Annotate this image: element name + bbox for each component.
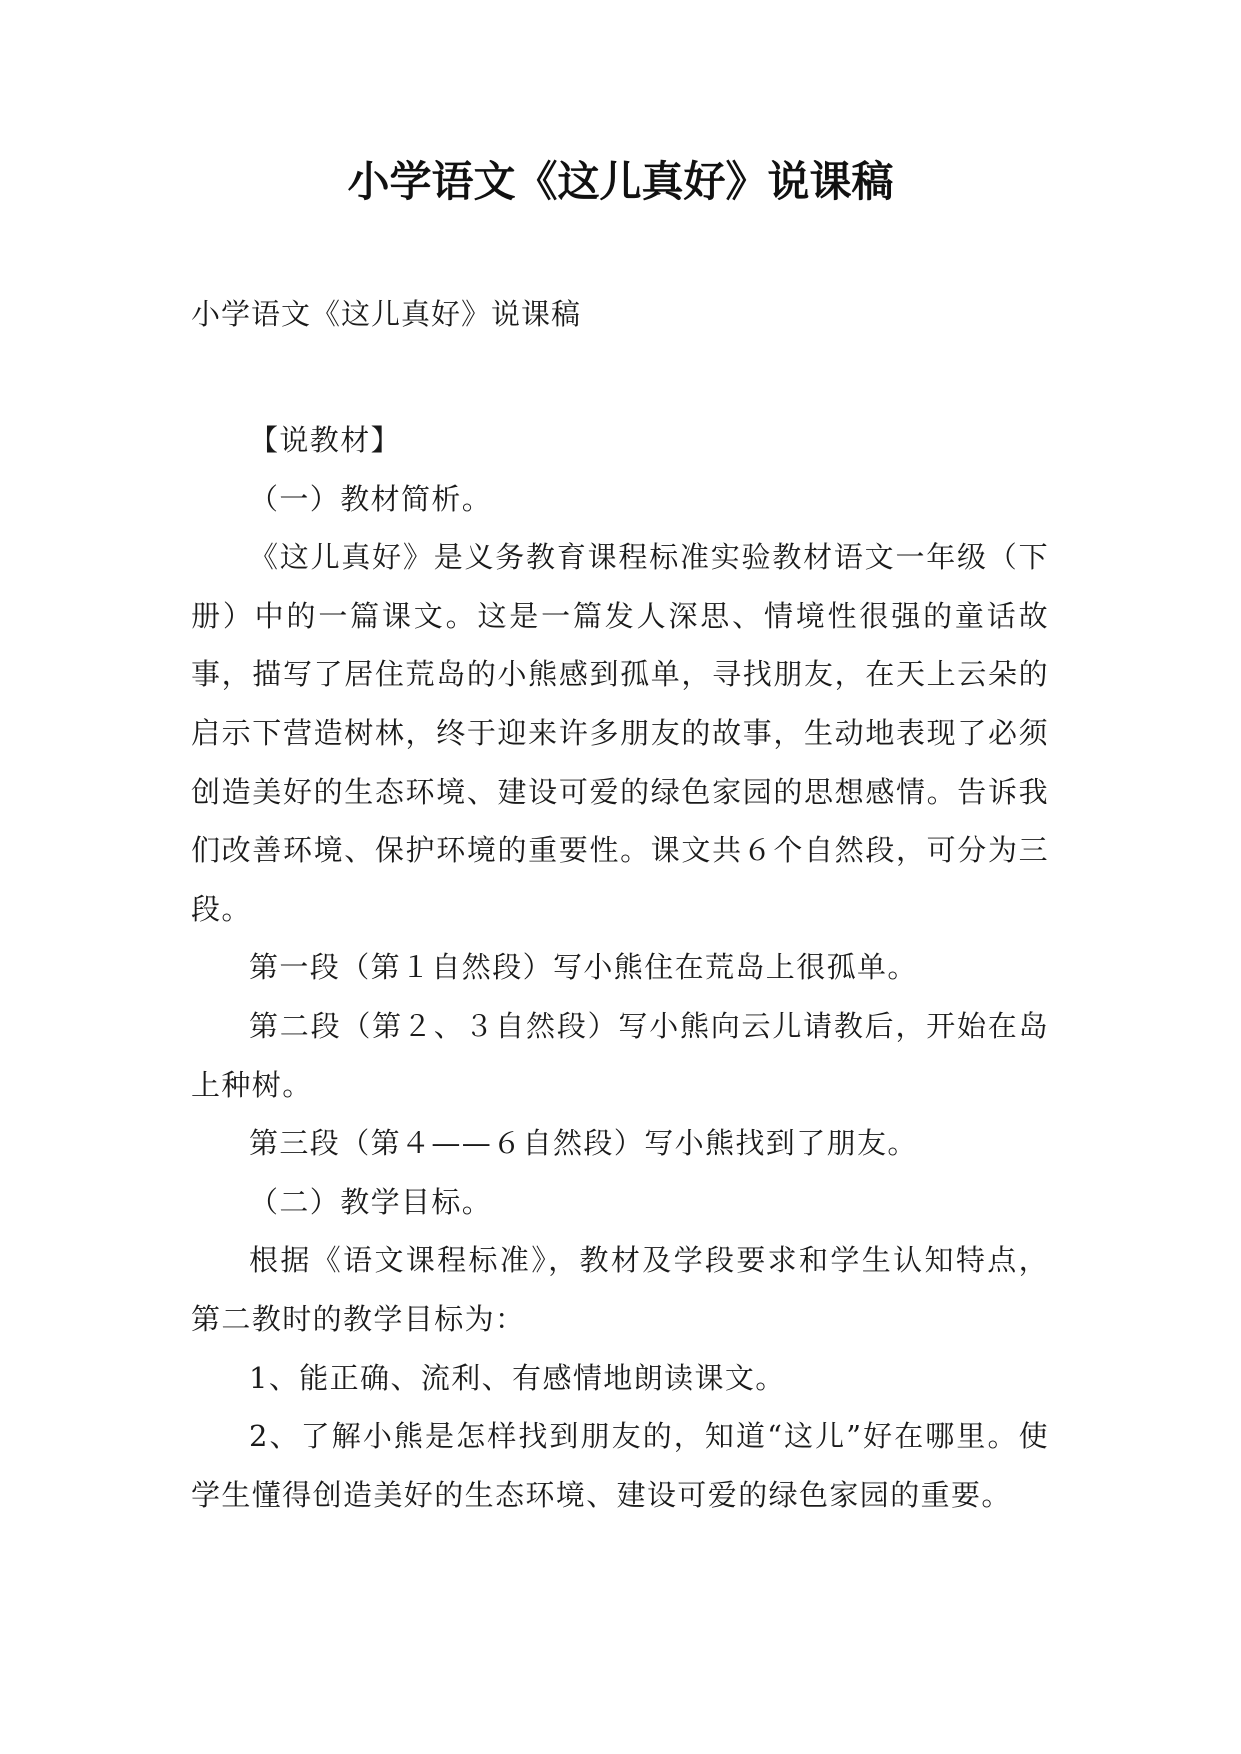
body-paragraph: 第三段（第４——６自然段）写小熊找到了朋友。 [249, 1126, 918, 1161]
document-title: 小学语文《这儿真好》说课稿 [347, 157, 894, 206]
document-subtitle: 小学语文《这儿真好》说课稿 [191, 297, 582, 331]
subsection-heading: （一）教材简析。 [249, 481, 493, 516]
body-paragraph: 第二段（第２、３自然段）写小熊向云儿请教后，开始在岛上种树。 [191, 1008, 1049, 1102]
list-item: 2、了解小熊是怎样找到朋友的，知道“这儿”好在哪里。使学生懂得创造美好的生态环境、建设可爱的绿色家园的重要。 [191, 1419, 1049, 1512]
document-body [191, 411, 1049, 1524]
list-item: 1、能正确、流利、有感情地朗读课文。 [249, 1360, 786, 1395]
subsection-heading: （二）教学目标。 [249, 1184, 493, 1219]
section-heading: 【说教材】 [249, 423, 402, 457]
body-paragraph: 根据《语文课程标准》，教材及学段要求和学生认知特点，第二教时的教学目标为： [191, 1243, 1049, 1336]
body-paragraph: 《这儿真好》是义务教育课程标准实验教材语文一年级（下册）中的一篇课文。这是一篇发人深思、情境性很强的童话故事，描写了居住荒岛的小熊感到孤单，寻找朋友，在天上云朵的启示下营造树林，终于迎来许多朋友的故事，生动地表现了必须创造美好的生态环境、建设可爱的绿色家园的思想感情。告诉我们改善环境、保护环境的重要性。课文共６个自然段，可分为三段。 [191, 540, 1049, 926]
body-paragraph: 第一段（第１自然段）写小熊住在荒岛上很孤单。 [249, 950, 918, 985]
